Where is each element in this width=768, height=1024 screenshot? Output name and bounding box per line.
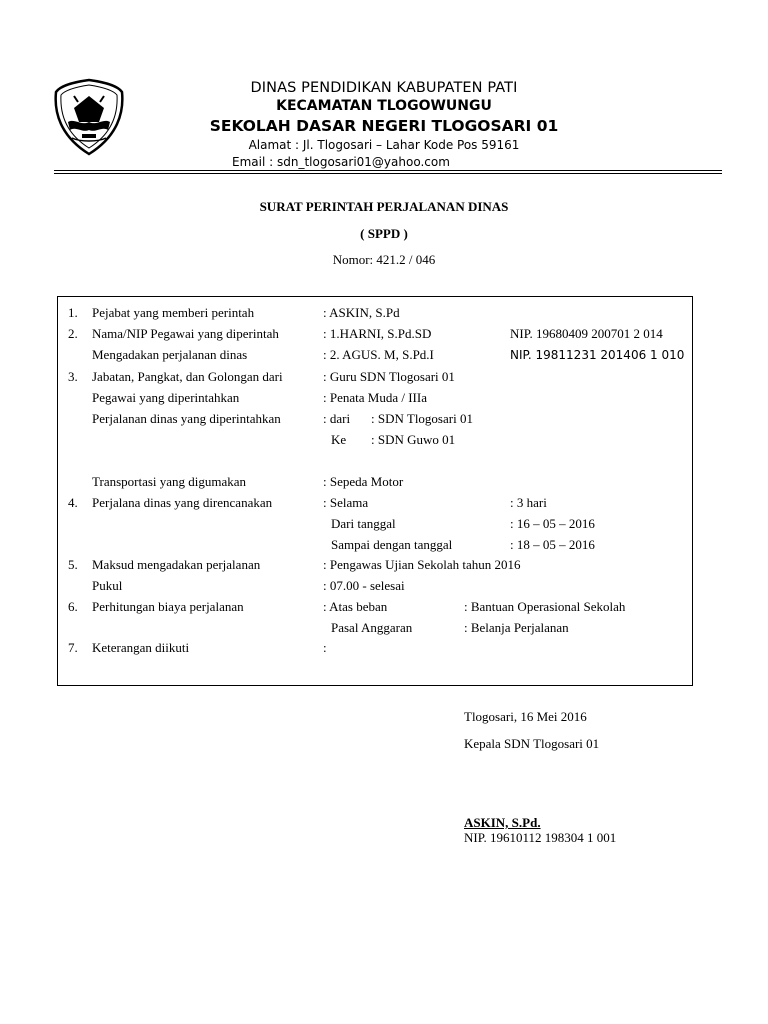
item-value: : ASKIN, S.Pd [323,305,400,320]
item-label: Perjalanan dinas yang diperintahkan [92,411,281,426]
item-number: 7. [68,640,78,655]
item-value: : 18 – 05 – 2016 [510,537,595,552]
item-number: 5. [68,557,78,572]
item-label: Perhitungan biaya perjalanan [92,599,244,614]
item-value: : Guru SDN Tlogosari 01 [323,369,455,384]
employee-nip: NIP. 19680409 200701 2 014 [510,326,663,341]
item-value: : 2. AGUS. M, S.Pd.I [323,347,434,362]
item-value: : 16 – 05 – 2016 [510,516,595,531]
document-subtitle: ( SPPD ) [360,226,408,241]
item-label: Pejabat yang memberi perintah [92,305,255,320]
item-label: Nama/NIP Pegawai yang diperintah [92,326,279,341]
item-label: Perjalana dinas yang direncanakan [92,495,273,510]
item-value: : Selama [323,495,369,510]
district-name: KECAMATAN TLOGOWUNGU [276,98,492,114]
signature-position: Kepala SDN Tlogosari 01 [464,736,600,751]
item-value: Sampai dengan tanggal [331,537,453,552]
document-number: Nomor: 421.2 / 046 [332,252,436,267]
signature-place-date: Tlogosari, 16 Mei 2016 [464,709,587,724]
item-number: 4. [68,495,78,510]
item-label: Jabatan, Pangkat, dan Golongan dari [92,369,283,384]
school-name: SEKOLAH DASAR NEGERI TLOGOSARI 01 [209,117,559,135]
document-title: SURAT PERINTAH PERJALANAN DINAS [259,199,509,214]
header-divider [54,170,722,171]
header-divider-thick [54,173,722,174]
school-address: Alamat : Jl. Tlogosari – Lahar Kode Pos 59161 [248,138,520,152]
item-number: 6. [68,599,78,614]
item-value: : SDN Tlogosari 01 [371,411,473,426]
school-email: Email : sdn_tlogosari01@yahoo.com [232,155,450,169]
item-number: 3. [68,369,78,384]
item-label: Keterangan diikuti [92,640,190,655]
item-label: Pegawai yang diperintahkan [92,390,240,405]
item-value: : Pengawas Ujian Sekolah tahun 2016 [323,557,521,572]
signatory-nip: NIP. 19610112 198304 1 001 [464,830,617,845]
item-label: Pukul [92,578,123,593]
item-value: : Penata Muda / IIIa [323,390,427,405]
employee-nip: NIP. 19811231 201406 1 010 [510,348,685,362]
item-label: Transportasi yang digumakan [92,474,247,489]
item-value: : 3 hari [510,495,547,510]
item-value: : Belanja Perjalanan [464,620,569,635]
item-value: Dari tanggal [331,516,396,531]
item-number: 2. [68,326,78,341]
item-label: Maksud mengadakan perjalanan [92,557,261,572]
item-value: : 1.HARNI, S.Pd.SD [323,326,432,341]
item-value: : Sepeda Motor [323,474,404,489]
item-number: 1. [68,305,78,320]
item-value: : dari [323,411,351,426]
item-value: : Atas beban [323,599,388,614]
item-value: : [323,640,327,655]
item-label: Mengadakan perjalanan dinas [92,347,248,362]
agency-name: DINAS PENDIDIKAN KABUPATEN PATI [250,80,518,96]
item-value: Pasal Anggaran [331,620,413,635]
item-value: : 07.00 - selesai [323,578,405,593]
item-value: : Bantuan Operasional Sekolah [464,599,626,614]
item-value: Ke [331,432,347,447]
signatory-name: ASKIN, S.Pd. [464,815,541,830]
item-value: : SDN Guwo 01 [371,432,456,447]
regency-crest-icon [52,78,126,156]
